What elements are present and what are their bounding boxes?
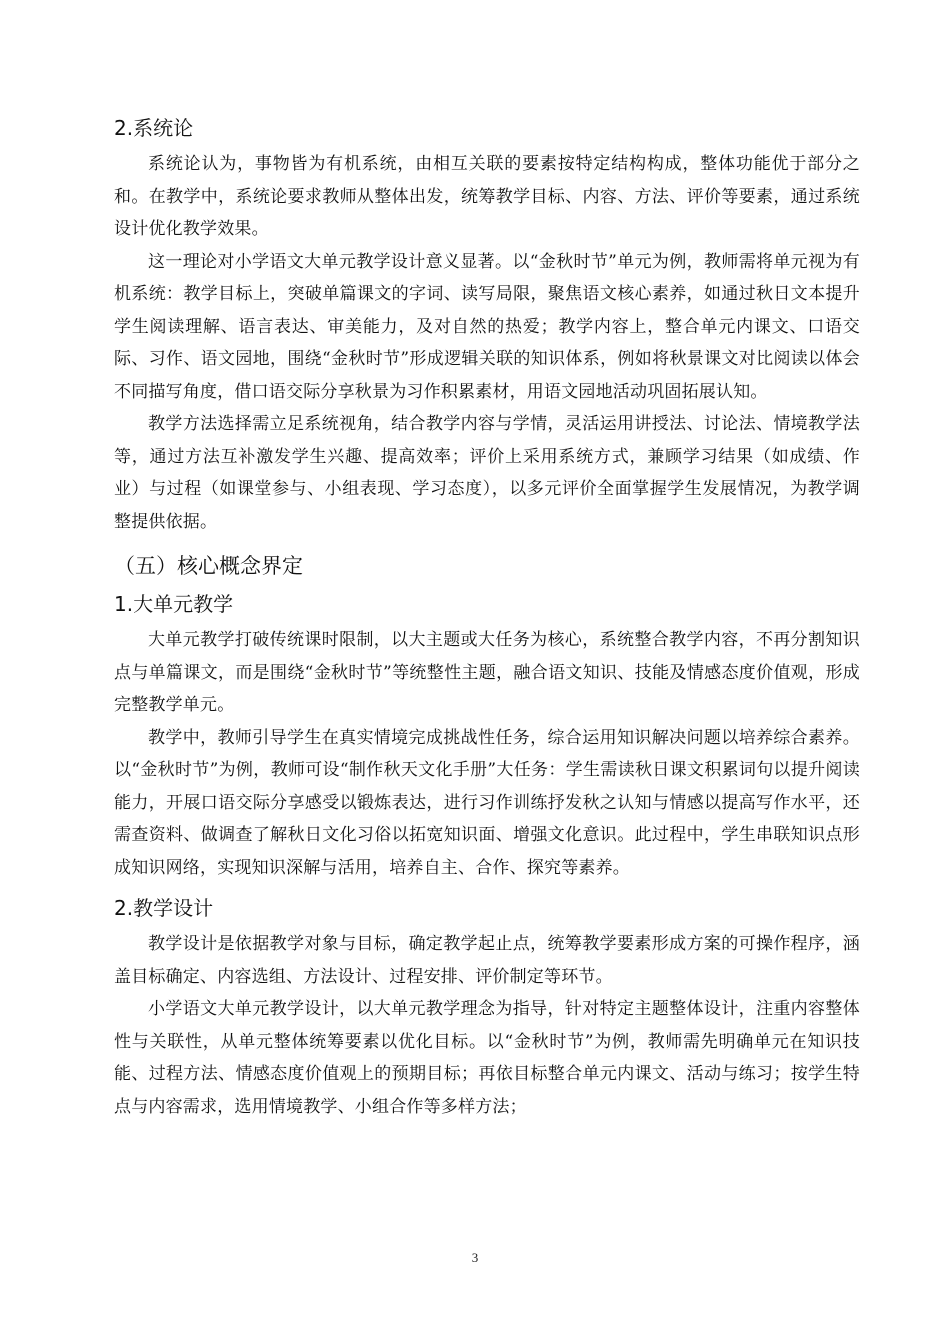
section-heading-systems-theory: 2.系统论 — [114, 116, 194, 140]
paragraph: 系统论认为，事物皆为有机系统，由相互关联的要素按特定结构构成，整体功能优于部分之和。在教学中，系统论要求教师从整体出发，统筹教学目标、内容、方法、评价等要素，通过系统设计优化教学效果。 — [114, 154, 860, 239]
paragraph: 教学方法选择需立足系统视角，结合教学内容与学情，灵活运用讲授法、讨论法、情境教学法等，通过方法互补激发学生兴趣、提高效率；评价上采用系统方式，兼顾学习结果（如成绩、作业）与过程（如课堂参与、小组表现、学习态度），以多元评价全面掌握学生发展情况，为教学调整提供依据。 — [114, 414, 860, 532]
page-body — [114, 112, 860, 1123]
paragraph: 小学语文大单元教学设计，以大单元教学理念为指导，针对特定主题整体设计，注重内容整体性与关联性，从单元整体统筹要素以优化目标。以“金秋时节”为例，教师需先明确单元在知识技能、过程方法、情感态度价值观上的预期目标；再依目标整合单元内课文、活动与练习；按学生特点与内容需求，选用情境教学、小组合作等多样方法； — [114, 999, 860, 1117]
page-number: 3 — [471, 1250, 479, 1265]
paragraph: 大单元教学打破传统课时限制，以大主题或大任务为核心，系统整合教学内容，不再分割知识点与单篇课文，而是围绕“金秋时节”等统整性主题，融合语文知识、技能及情感态度价值观，形成完整教学单元。 — [114, 630, 860, 715]
section-heading-teaching-design: 2.教学设计 — [114, 896, 214, 920]
chapter-heading-core-concepts: （五）核心概念界定 — [114, 554, 303, 578]
section-heading-big-unit-teaching: 1.大单元教学 — [114, 592, 234, 616]
paragraph: 这一理论对小学语文大单元教学设计意义显著。以“金秋时节”单元为例，教师需将单元视为有机系统：教学目标上，突破单篇课文的字词、读写局限，聚焦语文核心素养，如通过秋日文本提升学生阅读理解、语言表达、审美能力，及对自然的热爱；教学内容上，整合单元内课文、口语交际、习作、语文园地，围绕“金秋时节”形成逻辑关联的知识体系，例如将秋景课文对比阅读以体会不同描写角度，借口语交际分享秋景为习作积累素材，用语文园地活动巩固拓展认知。 — [114, 251, 860, 402]
paragraph: 教学设计是依据教学对象与目标，确定教学起止点，统筹教学要素形成方案的可操作程序，涵盖目标确定、内容选组、方法设计、过程安排、评价制定等环节。 — [114, 934, 860, 987]
paragraph: 教学中，教师引导学生在真实情境完成挑战性任务，综合运用知识解决问题以培养综合素养。以“金秋时节”为例，教师可设“制作秋天文化手册”大任务：学生需读秋日课文积累词句以提升阅读能力，开展口语交际分享感受以锻炼表达，进行习作训练抒发秋之认知与情感以提高写作水平，还需查资料、做调查了解秋日文化习俗以拓宽知识面、增强文化意识。此过程中，学生串联知识点形成知识网络，实现知识深解与活用，培养自主、合作、探究等素养。 — [114, 727, 860, 878]
